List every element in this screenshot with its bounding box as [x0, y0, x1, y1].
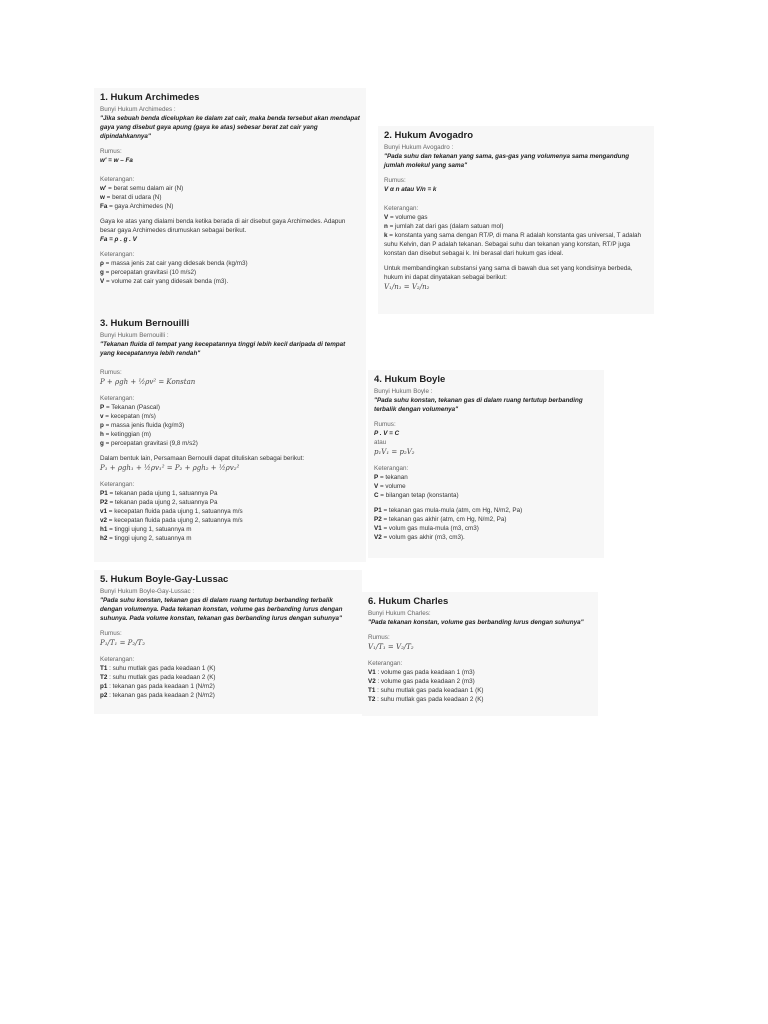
formula-label: Rumus: — [100, 630, 122, 637]
paragraph: Untuk membandingkan substansi yang sama di bawah dua set yang kondisinya berbeda, hukum ini dapat dinyatakan sebagai berikut: — [384, 265, 633, 281]
law-quote: "Pada suhu konstan, tekanan gas di dalam ruang tertutup berbanding terbalik dengan volumenya. Pada tekanan konstan, volume gas berbanding lurus dengan suhunya. Pada volume konstan, tekanan gas berbanding lurus dengan suhunya" — [100, 597, 343, 622]
notes-label: Keterangan: — [100, 176, 135, 183]
formula-label: Rumus: — [374, 421, 396, 428]
note-item: V2 = volum gas akhir (m3, cm3). — [374, 534, 465, 541]
note-item: g = percepatan gravitasi (10 m/s2) — [100, 269, 197, 276]
section-archimedes — [94, 88, 366, 314]
note-item: k = konstanta yang sama dengan RT/P, di mana R adalah konstanta gas universal, T adalah suhu Kelvin, dan P adalah tekanan. Sebagai suhu dan tekanan yang konstan, RT/P juga konstan dan disebut sebagai k. Ini berasal dari hukum gas ideal. — [384, 232, 642, 257]
note-item: v = kecepatan (m/s) — [100, 413, 156, 420]
law-statement-label: Bunyi Hukum Avogadro : — [384, 144, 454, 151]
or-label: atau — [374, 439, 387, 446]
formula: V α n atau V/n = k — [384, 186, 437, 193]
formula: V₁/n₁ = V₂/n₂ — [384, 283, 430, 291]
notes-label: Keterangan: — [100, 395, 135, 402]
note-item: P = tekanan — [374, 474, 408, 481]
law-quote: "Pada suhu konstan, tekanan gas di dalam ruang tertutup berbanding terbalik dengan volumenya" — [374, 397, 583, 413]
note-item: P2 = tekanan pada ujung 2, satuannya Pa — [100, 499, 218, 506]
note-item: V = volume zat cair yang didesak benda (m3). — [100, 278, 229, 285]
law-quote: "Pada tekanan konstan, volume gas berbanding lurus dengan suhunya" — [368, 619, 584, 626]
note-item: T2 : suhu mutlak gas pada keadaan 2 (K) — [100, 674, 216, 681]
law-statement-label: Bunyi Hukum Bernouilli : — [100, 332, 169, 339]
note-item: P2 = tekanan gas akhir (atm, cm Hg, N/m2, Pa) — [374, 516, 507, 523]
formula: p₁V₁ = p₂V₂ — [374, 448, 415, 456]
note-item: T1 : suhu mutlak gas pada keadaan 1 (K) — [368, 687, 484, 694]
notes-label: Keterangan: — [100, 656, 135, 663]
formula: P . V = C — [374, 430, 400, 437]
note-item: P1 = tekanan pada ujung 1, satuannya Pa — [100, 490, 218, 497]
formula: P + ρgh + ½ρv² = Konstan — [100, 378, 196, 386]
note-item: v2 = kecepatan fluida pada ujung 2, satuannya m/s — [100, 517, 243, 524]
section-charles — [362, 592, 598, 716]
note-item: V1 = volum gas mula-mula (m3, cm3) — [374, 525, 479, 532]
law-quote: "Tekanan fluida di tempat yang kecepatannya tinggi lebih kecil daripada di tempat yang kecepatannya lebih rendah" — [100, 341, 346, 357]
note-item: V = volume gas — [384, 214, 428, 221]
note-item: h1 = tinggi ujung 1, satuannya m — [100, 526, 192, 533]
note-item: C = bilangan tetap (konstanta) — [374, 492, 459, 499]
note-item: ρ = massa jenis zat cair yang didesak benda (kg/m3) — [100, 260, 248, 267]
section-avogadro — [378, 126, 654, 314]
notes-label: Keterangan: — [384, 205, 419, 212]
note-item: P = Tekanan (Pascal) — [100, 404, 160, 411]
formula: V₁/T₁ = V₂/T₂ — [368, 643, 414, 651]
formula-label: Rumus: — [384, 177, 406, 184]
law-statement-label: Bunyi Hukum Boyle-Gay-Lussac : — [100, 588, 195, 595]
note-item: V1 : volume gas pada keadaan 1 (m3) — [368, 669, 475, 676]
section-boyle — [368, 370, 604, 558]
note-item: T2 : suhu mutlak gas pada keadaan 2 (K) — [368, 696, 484, 703]
formula-label: Rumus: — [100, 148, 122, 155]
formula: P₁ + ρgh₁ + ½ρv₁² = P₂ + ρgh₂ + ½ρv₂² — [100, 464, 240, 472]
note-item: w' = berat semu dalam air (N) — [100, 185, 184, 192]
note-item: V = volume — [374, 483, 406, 490]
notes-label: Keterangan: — [374, 465, 409, 472]
note-item: v1 = kecepatan fluida pada ujung 1, satuannya m/s — [100, 508, 243, 515]
note-item: p1 : tekanan gas pada keadaan 1 (N/m2) — [100, 683, 215, 690]
section-bernouilli — [94, 314, 366, 562]
note-item: h = ketinggian (m) — [100, 431, 151, 438]
note-item: V2 : volume gas pada keadaan 2 (m3) — [368, 678, 475, 685]
note-item: Fa = gaya Archimedes (N) — [100, 203, 174, 210]
section-boyle-gay-lussac — [94, 570, 362, 714]
section-title: 1. Hukum Archimedes — [100, 92, 200, 103]
section-title: 6. Hukum Charles — [368, 596, 449, 607]
law-statement-label: Bunyi Hukum Archimedes : — [100, 106, 176, 113]
formula-label: Rumus: — [100, 369, 122, 376]
law-quote: "Pada suhu dan tekanan yang sama, gas-gas yang volumenya sama mengandung jumlah molekul yang sama" — [384, 153, 630, 169]
section-title: 3. Hukum Bernouilli — [100, 318, 190, 329]
section-title: 5. Hukum Boyle-Gay-Lussac — [100, 574, 229, 585]
section-title: 4. Hukum Boyle — [374, 374, 446, 385]
note-item: n = jumlah zat dari gas (dalam satuan mol) — [384, 223, 504, 230]
section-title: 2. Hukum Avogadro — [384, 130, 474, 141]
note-item: p2 : tekanan gas pada keadaan 2 (N/m2) — [100, 692, 215, 699]
formula-label: Rumus: — [368, 634, 390, 641]
law-statement-label: Bunyi Hukum Charles: — [368, 610, 431, 617]
paragraph: Dalam bentuk lain, Persamaan Bernoulli dapat dituliskan sebagai berikut: — [100, 455, 305, 462]
note-item: g = percepatan gravitasi (9,8 m/s2) — [100, 440, 198, 447]
formula: w' = w – Fa — [100, 157, 133, 164]
formula: Fa = ρ . g . V — [100, 236, 137, 243]
note-item: P1 = tekanan gas mula-mula (atm, cm Hg, N/m2, Pa) — [374, 507, 523, 514]
notes-label: Keterangan: — [368, 660, 403, 667]
law-quote: "Jika sebuah benda dicelupkan ke dalam zat cair, maka benda tersebut akan mendapat gaya yang disebut gaya apung (gaya ke atas) sebesar berat zat cair yang dipindahkannya" — [100, 115, 360, 140]
note-item: w = berat di udara (N) — [100, 194, 162, 201]
paragraph: Gaya ke atas yang dialami benda ketika berada di air disebut gaya Archimedes. Adapun besar gaya Archimedes dirumuskan sebagai berikut. — [100, 218, 346, 234]
notes-label: Keterangan: — [100, 251, 135, 258]
formula: P₁/T₁ = P₂/T₂ — [100, 639, 146, 647]
note-item: h2 = tinggi ujung 2, satuannya m — [100, 535, 192, 542]
law-statement-label: Bunyi Hukum Boyle : — [374, 388, 433, 395]
note-item: p = massa jenis fluida (kg/m3) — [100, 422, 185, 429]
note-item: T1 : suhu mutlak gas pada keadaan 1 (K) — [100, 665, 216, 672]
notes-label: Keterangan: — [100, 481, 135, 488]
